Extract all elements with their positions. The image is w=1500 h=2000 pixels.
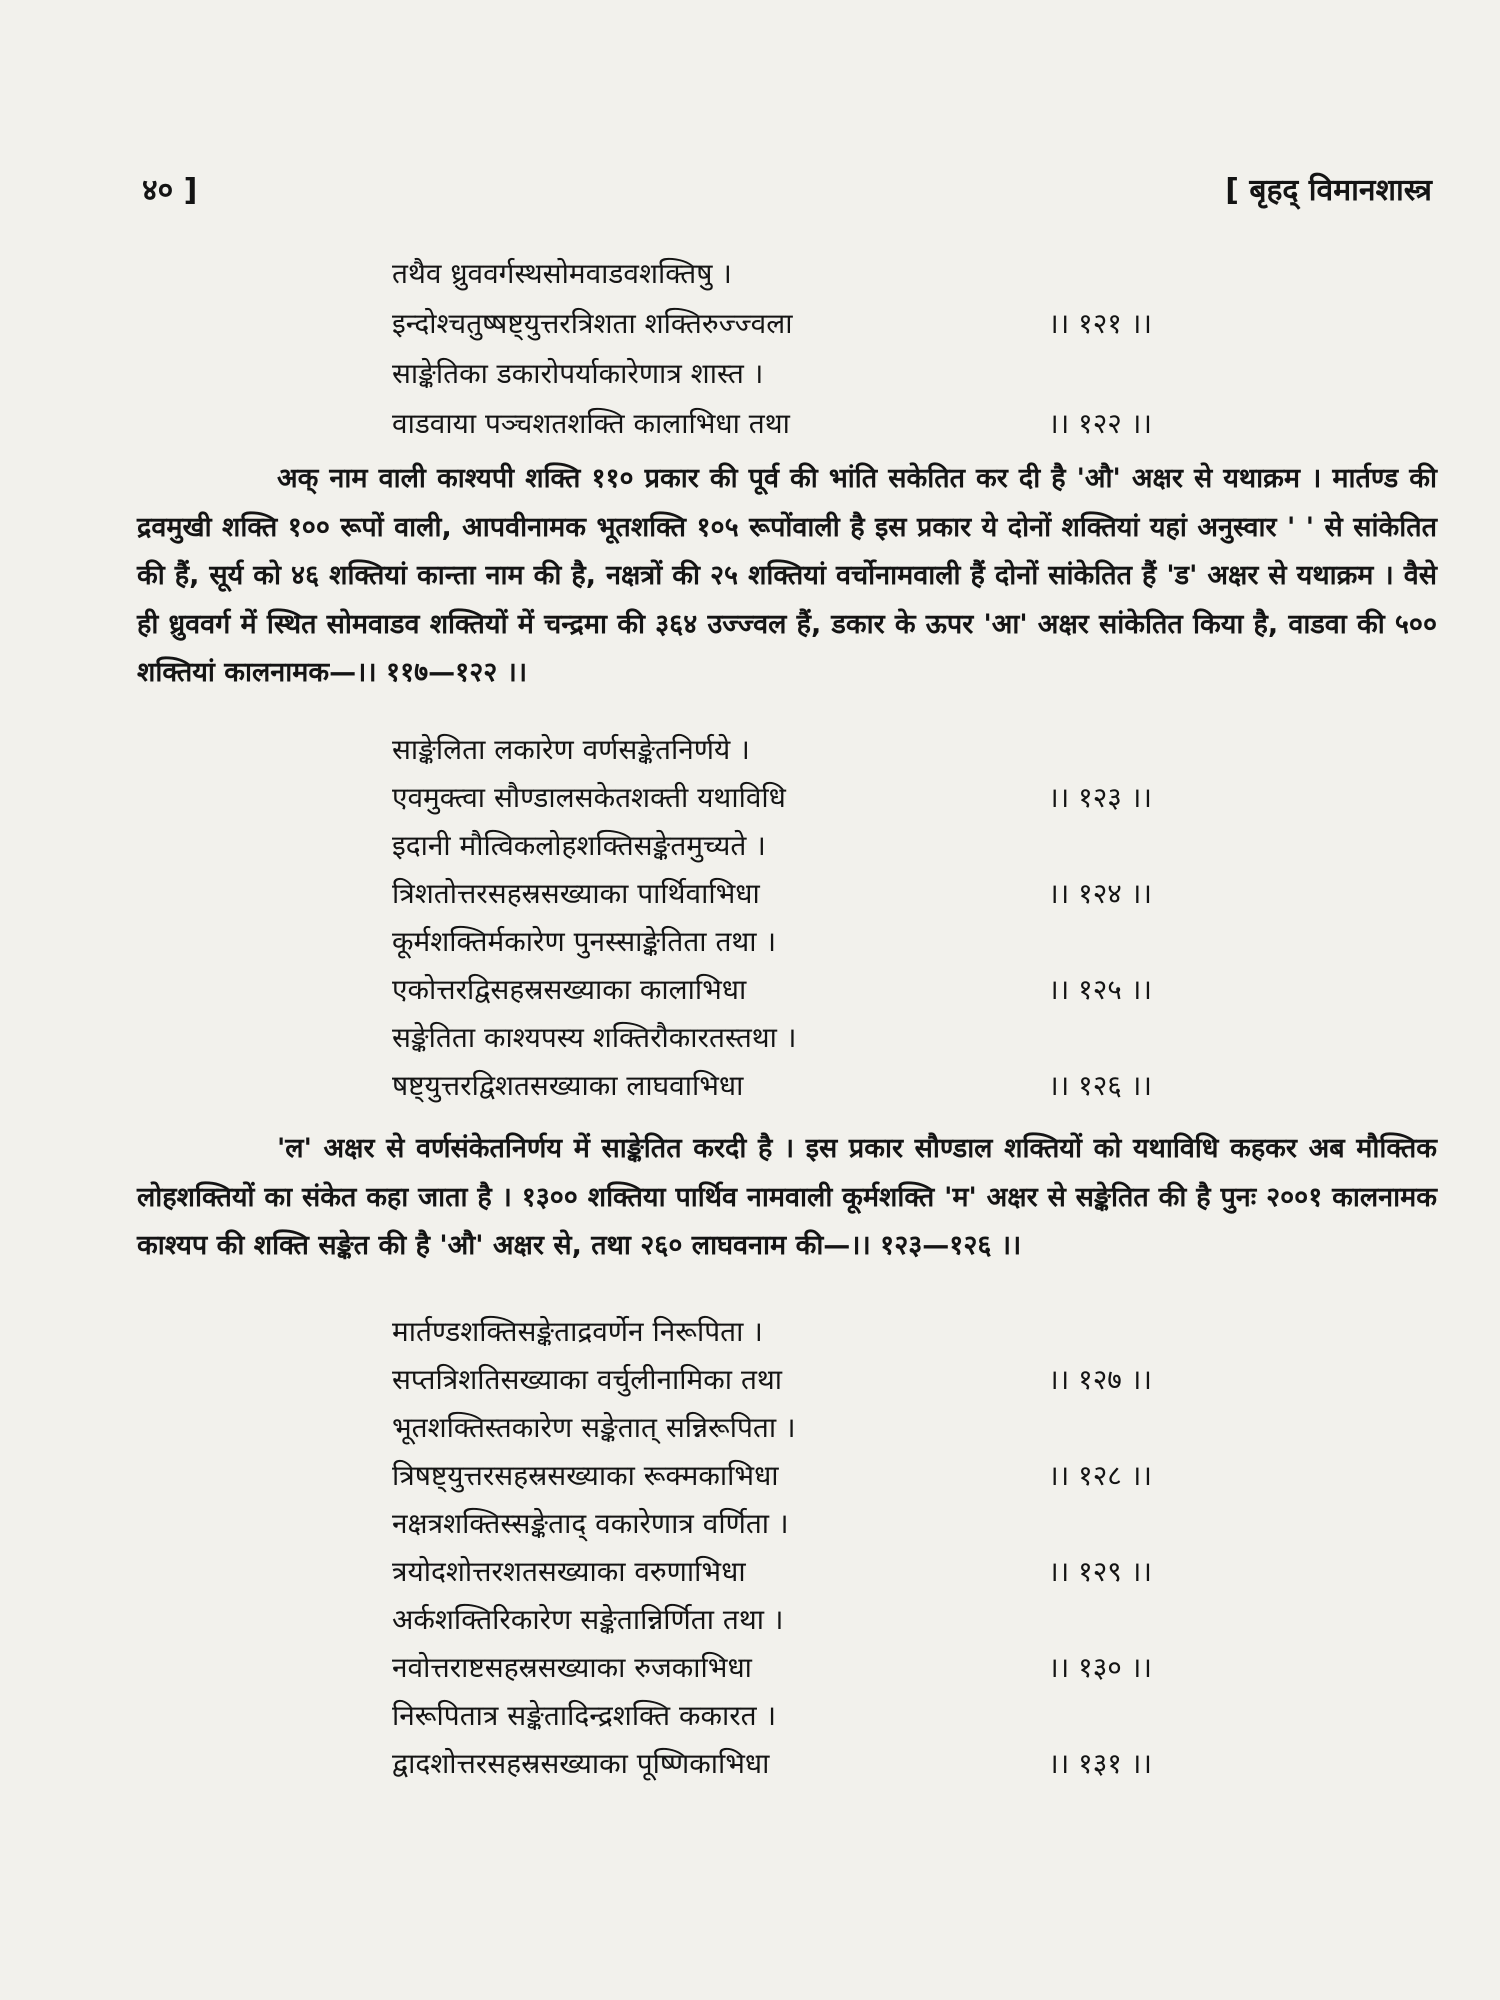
verse-line — [392, 1548, 1152, 1596]
verse-line — [392, 822, 1152, 870]
verse-line — [392, 774, 1152, 822]
verse-text: इन्दोश्चतुष्षष्ट्युत्तरत्रिशता शक्तिरुज्ज्वला — [392, 307, 793, 340]
verse-text: साङ्केतिका डकारोपर्याकारेणात्र शास्त । — [392, 357, 764, 390]
page-number: ४० ] — [142, 173, 198, 208]
verse-line — [392, 1692, 1152, 1740]
commentary-paragraph — [137, 455, 1437, 698]
verse-number: ।। १३० ।। — [1048, 1651, 1152, 1684]
commentary-text: अक् नाम वाली काश्यपी शक्ति ११० प्रकार की पूर्व की भांति सकेतित कर दी है 'औ' अक्षर से यथाक्रम । मार्तण्ड की द्रवमुखी शक्ति १०० रूपों वाली, आपवीनामक भूतशक्ति १०५ रूपोंवाली है इस प्रकार ये दोनों शक्तियां यहां अनुस्वार ' ' से सांकेतित की हैं, सूर्य को ४६ शक्तियां कान्ता नाम की है, नक्षत्रों की २५ शक्तियां वर्चोनामवाली हैं दोनों सांकेतित हैं 'ड' अक्षर से यथाक्रम । वैसे ही ध्रुववर्ग में स्थित सोमवाडव शक्तियों में चन्द्रमा की ३६४ उज्ज्वल हैं, डकार के ऊपर 'आ' अक्षर सांकेतित किया है, वाडवा की ५०० शक्तियां कालनामक—।। ११७—१२२ ।। — [137, 463, 1437, 688]
verse-line — [392, 1500, 1152, 1548]
verse-line — [392, 350, 1152, 398]
verse-line — [392, 870, 1152, 918]
verse-text: वाडवाया पञ्चशतशक्ति कालाभिधा तथा — [392, 407, 790, 440]
verse-line — [392, 1452, 1152, 1500]
verse-number: ।। १२२ ।। — [1048, 407, 1152, 440]
verse-text: त्रयोदशोत्तरशतसख्याका वरुणाभिधा — [392, 1555, 746, 1588]
verse-number: ।। १२९ ।। — [1048, 1555, 1152, 1588]
verse-text: सङ्केतिता काश्यपस्य शक्तिरौकारतस्तथा । — [392, 1021, 797, 1054]
verse-text: द्वादशोत्तरसहस्रसख्याका पूष्णिकाभिधा — [392, 1747, 770, 1780]
verse-text: नक्षत्रशक्तिस्सङ्केताद् वकारेणात्र वर्णिता । — [392, 1507, 789, 1540]
verse-number: ।। १२१ ।। — [1048, 307, 1152, 340]
verse-text: तथैव ध्रुववर्गस्थसोमवाडवशक्तिषु । — [392, 257, 732, 290]
verse-number: ।। १२४ ।। — [1048, 877, 1152, 910]
verse-line — [392, 1308, 1152, 1356]
commentary-text: 'ल' अक्षर से वर्णसंकेतनिर्णय में साङ्केतित करदी है । इस प्रकार सौण्डाल शक्तियों को यथाविधि कहकर अब मौक्तिक लोहशक्तियों का संकेत कहा जाता है । १३०० शक्तिया पार्थिव नामवाली कूर्मशक्ति 'म' अक्षर से सङ्केतित की है पुनः २००१ कालनामक काश्यप की शक्ति सङ्केत की है 'औ' अक्षर से, तथा २६० लाघवनाम की—।। १२३—१२६ ।। — [137, 1133, 1437, 1261]
verse-text: मार्तण्डशक्तिसङ्केताद्रवर्णेन निरूपिता । — [392, 1315, 763, 1348]
verse-text: भूतशक्तिस्तकारेण सङ्केतात् सन्निरूपिता । — [392, 1411, 796, 1444]
verse-line — [392, 1356, 1152, 1404]
verse-line — [392, 726, 1152, 774]
verse-text: सप्तत्रिशतिसख्याका वर्चुलीनामिका तथा — [392, 1363, 783, 1396]
verse-line — [392, 1404, 1152, 1452]
verse-text: नवोत्तराष्टसहस्रसख्याका रुजकाभिधा — [392, 1651, 752, 1684]
verse-text: एकोत्तरद्विसहस्रसख्याका कालाभिधा — [392, 973, 747, 1006]
verse-line — [392, 250, 1152, 298]
commentary-paragraph — [137, 1125, 1437, 1271]
verse-line — [392, 918, 1152, 966]
verse-number: ।। १२३ ।। — [1048, 781, 1152, 814]
verse-text: साङ्केलिता लकारेण वर्णसङ्केतनिर्णये । — [392, 733, 750, 766]
verse-line — [392, 300, 1152, 348]
verse-line — [392, 400, 1152, 448]
verse-line — [392, 1644, 1152, 1692]
verse-line — [392, 1014, 1152, 1062]
verse-line — [392, 1740, 1152, 1788]
page-header — [142, 168, 1432, 218]
verse-text: त्रिषष्ट्युत्तरसहस्रसख्याका रूक्मकाभिधा — [392, 1459, 779, 1492]
verse-text: कूर्मशक्तिर्मकारेण पुनस्साङ्केतिता तथा । — [392, 925, 777, 958]
book-title: [ बृहद् विमानशास्त्र — [1225, 173, 1432, 208]
verse-number: ।। १२५ ।। — [1048, 973, 1152, 1006]
verse-number: ।। १२७ ।। — [1048, 1363, 1152, 1396]
verse-text: षष्ट्युत्तरद्विशतसख्याका लाघवाभिधा — [392, 1069, 744, 1102]
verse-line — [392, 966, 1152, 1014]
verse-text: निरूपितात्र सङ्केतादिन्द्रशक्ति ककारत । — [392, 1699, 777, 1732]
verse-text: अर्कशक्तिरिकारेण सङ्केतान्निर्णिता तथा । — [392, 1603, 784, 1636]
verse-text: त्रिशतोत्तरसहस्रसख्याका पार्थिवाभिधा — [392, 877, 760, 910]
verse-line — [392, 1596, 1152, 1644]
verse-number: ।। १२६ ।। — [1048, 1069, 1152, 1102]
verse-text: एवमुक्त्वा सौण्डालसकेतशक्ती यथाविधि — [392, 781, 786, 814]
verse-text: इदानी मौत्विकलोहशक्तिसङ्केतमुच्यते । — [392, 829, 766, 862]
verse-number: ।। १३१ ।। — [1048, 1747, 1152, 1780]
verse-line — [392, 1062, 1152, 1110]
verse-number: ।। १२८ ।। — [1048, 1459, 1152, 1492]
